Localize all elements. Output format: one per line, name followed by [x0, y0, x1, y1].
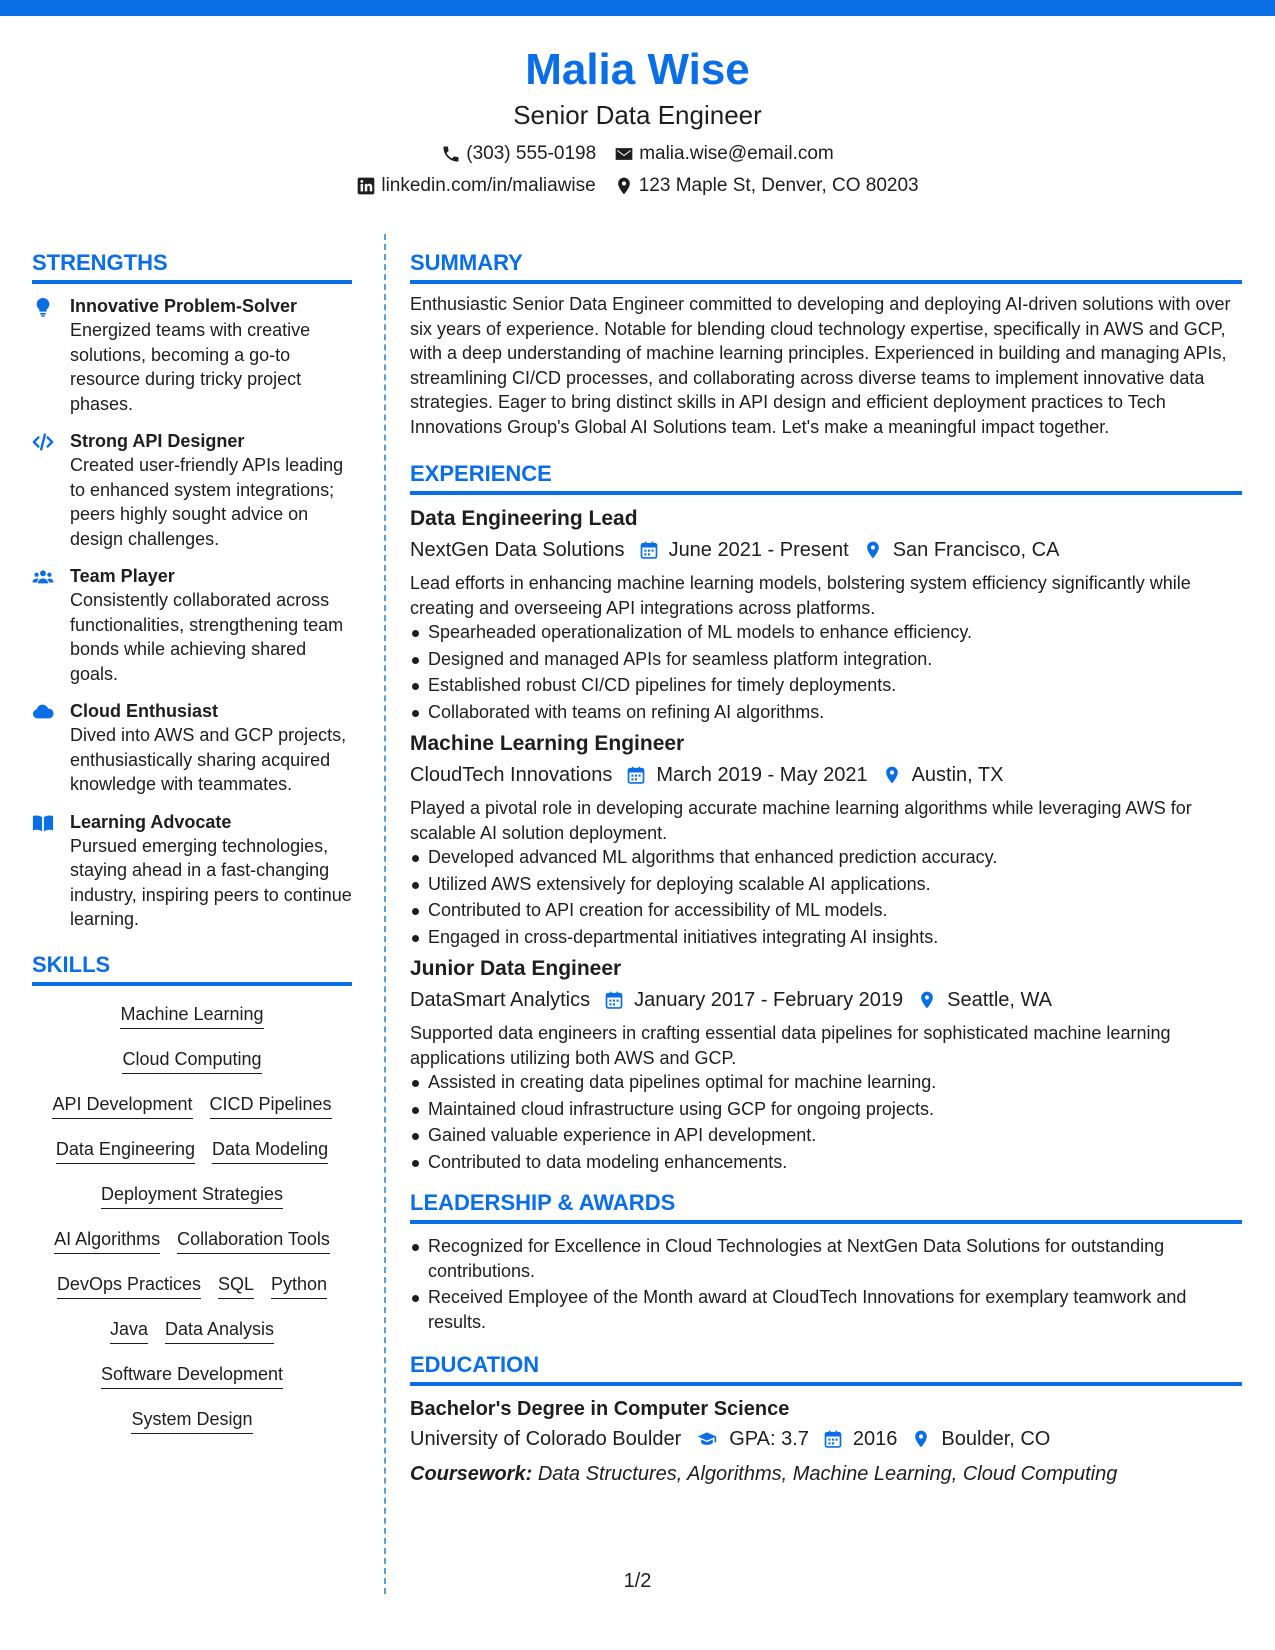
strength-title: Cloud Enthusiast — [70, 701, 218, 721]
email-text[interactable]: malia.wise@email.com — [639, 143, 834, 164]
job-entry — [410, 730, 1242, 949]
users-icon — [32, 564, 70, 686]
code-icon — [32, 429, 70, 551]
bullet-item: Maintained cloud infrastructure using GCP for ongoing projects. — [410, 1097, 1242, 1122]
job-meta — [410, 760, 1242, 790]
skill-tag: System Design — [131, 1407, 252, 1434]
coursework — [410, 1460, 1242, 1488]
skill-row — [32, 1221, 352, 1266]
contact-line-1 — [0, 142, 1275, 166]
coursework-label: Coursework: — [410, 1463, 533, 1485]
graduation-cap-icon — [695, 1429, 719, 1449]
job-description: Played a pivotal role in developing accurate machine learning algorithms while leveraging AWS for scalable AI solution deployment. — [410, 798, 1192, 843]
left-column — [32, 246, 352, 1446]
strengths-heading: STRENGTHS — [32, 246, 352, 284]
skill-row — [32, 996, 352, 1041]
dates-text: March 2019 - May 2021 — [656, 764, 868, 786]
education-meta — [410, 1424, 1242, 1454]
address-text: 123 Maple St, Denver, CO 80203 — [638, 175, 919, 196]
skill-tag: Cloud Computing — [122, 1047, 261, 1074]
email-contact — [614, 142, 834, 166]
job-company — [410, 760, 612, 790]
calendar-icon — [604, 990, 624, 1010]
job-title: Machine Learning Engineer — [410, 732, 685, 755]
education-heading: EDUCATION — [410, 1348, 1242, 1386]
job-title: Junior Data Engineer — [410, 957, 622, 980]
dates-text: January 2017 - February 2019 — [634, 989, 904, 1011]
bullet-item: Spearheaded operationalization of ML models to enhance efficiency. — [410, 620, 1242, 645]
strength-title: Innovative Problem-Solver — [70, 296, 298, 316]
skill-tag: Collaboration Tools — [177, 1227, 330, 1254]
skill-tag: DevOps Practices — [57, 1272, 201, 1299]
strength-item — [32, 810, 352, 932]
job-location — [863, 535, 1060, 565]
strength-desc: Dived into AWS and GCP projects, enthusiastically sharing acquired knowledge with teammates. — [70, 725, 347, 794]
calendar-icon — [823, 1429, 843, 1449]
resume-header — [0, 42, 1275, 198]
gpa — [695, 1424, 809, 1454]
job-bullets — [410, 1070, 1242, 1174]
bullet-item: Utilized AWS extensively for deploying scalable AI applications. — [410, 872, 1242, 897]
phone-icon — [441, 144, 461, 164]
job-dates — [626, 760, 867, 790]
graduation-year — [823, 1424, 898, 1454]
map-pin-icon — [911, 1429, 931, 1449]
strength-desc: Consistently collaborated across functionalities, strengthening team bonds while achieving shared goals. — [70, 590, 344, 684]
skill-row — [32, 1401, 352, 1446]
company-name: DataSmart Analytics — [410, 989, 591, 1011]
address-contact — [614, 174, 919, 198]
bullet-item: Engaged in cross-departmental initiatives integrating AI insights. — [410, 925, 1242, 950]
skill-tag: API Development — [52, 1092, 192, 1119]
awards-list — [410, 1234, 1242, 1334]
skill-tag: AI Algorithms — [54, 1227, 160, 1254]
skills-list — [32, 996, 352, 1446]
location-text: San Francisco, CA — [892, 539, 1060, 561]
bullet-item: Designed and managed APIs for seamless platform integration. — [410, 647, 1242, 672]
candidate-name: Malia Wise — [525, 45, 750, 94]
skill-tag: Python — [271, 1272, 327, 1299]
strength-title: Team Player — [70, 566, 175, 586]
strength-item — [32, 699, 352, 797]
bullet-item: Assisted in creating data pipelines optimal for machine learning. — [410, 1070, 1242, 1095]
skill-tag: Deployment Strategies — [101, 1182, 283, 1209]
envelope-icon — [614, 144, 634, 164]
bullet-item: Contributed to data modeling enhancements. — [410, 1150, 1242, 1175]
phone-contact — [441, 142, 596, 166]
education-entry — [410, 1396, 1242, 1488]
skill-tag: CICD Pipelines — [210, 1092, 332, 1119]
skill-row — [32, 1041, 352, 1086]
job-entry — [410, 955, 1242, 1174]
linkedin-contact — [356, 174, 595, 198]
skill-tag: Data Modeling — [212, 1137, 328, 1164]
job-description: Lead efforts in enhancing machine learning models, bolstering system efficiency significantly while creating and overseeing API integrations across platforms. — [410, 573, 1191, 618]
strength-desc: Created user-friendly APIs leading to enhanced system integrations; peers highly sought advice on design challenges. — [70, 455, 344, 549]
skill-tag: Machine Learning — [120, 1002, 263, 1029]
awards-heading: LEADERSHIP & AWARDS — [410, 1186, 1242, 1224]
job-title: Data Engineering Lead — [410, 507, 638, 530]
map-pin-icon — [882, 765, 902, 785]
award-item: Recognized for Excellence in Cloud Technologies at NextGen Data Solutions for outstanding contributions. — [410, 1234, 1242, 1283]
strength-title: Strong API Designer — [70, 431, 245, 451]
skill-tag: Data Engineering — [56, 1137, 195, 1164]
school-name: University of Colorado Boulder — [410, 1428, 682, 1450]
job-bullets — [410, 845, 1242, 949]
page-number: 1/2 — [623, 1570, 652, 1592]
job-company — [410, 535, 625, 565]
contact-line-2 — [0, 174, 1275, 198]
bullet-item: Developed advanced ML algorithms that enhanced prediction accuracy. — [410, 845, 1242, 870]
skills-heading: SKILLS — [32, 948, 352, 986]
job-meta — [410, 535, 1242, 565]
job-location — [882, 760, 1004, 790]
map-pin-icon — [917, 990, 937, 1010]
school-location — [911, 1424, 1050, 1454]
bullet-item: Gained valuable experience in API development. — [410, 1123, 1242, 1148]
calendar-icon — [639, 540, 659, 560]
location-text: Boulder, CO — [941, 1428, 1051, 1450]
strength-title: Learning Advocate — [70, 811, 232, 832]
cloud-icon — [32, 699, 70, 797]
gpa-text: GPA: 3.7 — [729, 1428, 809, 1450]
award-item: Received Employee of the Month award at CloudTech Innovations for exemplary teamwork and results. — [410, 1285, 1242, 1334]
location-text: Seattle, WA — [947, 989, 1052, 1011]
coursework-text: Data Structures, Algorithms, Machine Learning, Cloud Computing — [537, 1463, 1118, 1485]
strength-item — [32, 429, 352, 551]
company-name: CloudTech Innovations — [410, 764, 613, 786]
job-dates — [604, 985, 903, 1015]
candidate-role: Senior Data Engineer — [513, 100, 762, 130]
job-location — [917, 985, 1052, 1015]
degree-title: Bachelor's Degree in Computer Science — [410, 1398, 790, 1420]
skill-tag: Java — [110, 1317, 148, 1344]
summary-text: Enthusiastic Senior Data Engineer committed to developing and deploying AI-driven solutions with over six years of experience. Notable for blending cloud technology expertise, specifically in AWS and GCP, with a deep understanding of machine learning principles. Experienced in building and managing APIs, streamlining CI/CD processes, and collaborating across diverse teams to implement innovative data strategies. Eager to bring distinct skills in API design and efficient deployment practices to Tech Innovations Group's Global AI Solutions team. Let's make a meaningful impact together. — [410, 294, 1231, 437]
awards-section — [410, 1234, 1242, 1334]
map-pin-icon — [614, 176, 634, 196]
strength-desc: Energized teams with creative solutions, becoming a go-to resource during tricky project phases. — [70, 320, 311, 414]
strength-item — [32, 294, 352, 416]
job-dates — [639, 535, 849, 565]
school — [410, 1424, 681, 1454]
book-icon — [32, 810, 70, 932]
skill-row — [32, 1356, 352, 1401]
skill-row — [32, 1176, 352, 1221]
bullet-item: Contributed to API creation for accessibility of ML models. — [410, 898, 1242, 923]
year-text: 2016 — [852, 1428, 898, 1450]
strength-item — [32, 564, 352, 686]
skill-tag: Data Analysis — [165, 1317, 274, 1344]
phone-text[interactable]: (303) 555-0198 — [466, 143, 597, 164]
skill-row — [32, 1086, 352, 1131]
top-accent-bar — [0, 0, 1275, 16]
job-bullets — [410, 620, 1242, 724]
skill-tag: SQL — [218, 1272, 254, 1299]
strength-desc: Pursued emerging technologies, staying ahead in a fast-changing industry, inspiring peers to continue learning. — [70, 835, 352, 929]
map-pin-icon — [863, 540, 883, 560]
skill-row — [32, 1311, 352, 1356]
bullet-item: Established robust CI/CD pipelines for timely deployments. — [410, 673, 1242, 698]
summary-heading: SUMMARY — [410, 246, 1242, 284]
job-meta — [410, 985, 1242, 1015]
skill-tag: Software Development — [101, 1362, 283, 1389]
column-divider — [384, 234, 386, 1594]
lightbulb-icon — [32, 294, 70, 416]
job-description: Supported data engineers in crafting essential data pipelines for sophisticated machine learning applications utilizing both AWS and GCP. — [410, 1023, 1171, 1068]
company-name: NextGen Data Solutions — [410, 539, 625, 561]
job-entry — [410, 505, 1242, 724]
skill-row — [32, 1131, 352, 1176]
dates-text: June 2021 - Present — [668, 539, 849, 561]
bullet-item: Collaborated with teams on refining AI algorithms. — [410, 700, 1242, 725]
location-text: Austin, TX — [911, 764, 1004, 786]
skill-row — [32, 1266, 352, 1311]
linkedin-text[interactable]: linkedin.com/in/maliawise — [381, 175, 596, 196]
linkedin-icon — [356, 176, 376, 196]
job-company — [410, 985, 590, 1015]
calendar-icon — [626, 765, 646, 785]
experience-heading: EXPERIENCE — [410, 457, 1242, 495]
right-column — [410, 246, 1242, 1488]
